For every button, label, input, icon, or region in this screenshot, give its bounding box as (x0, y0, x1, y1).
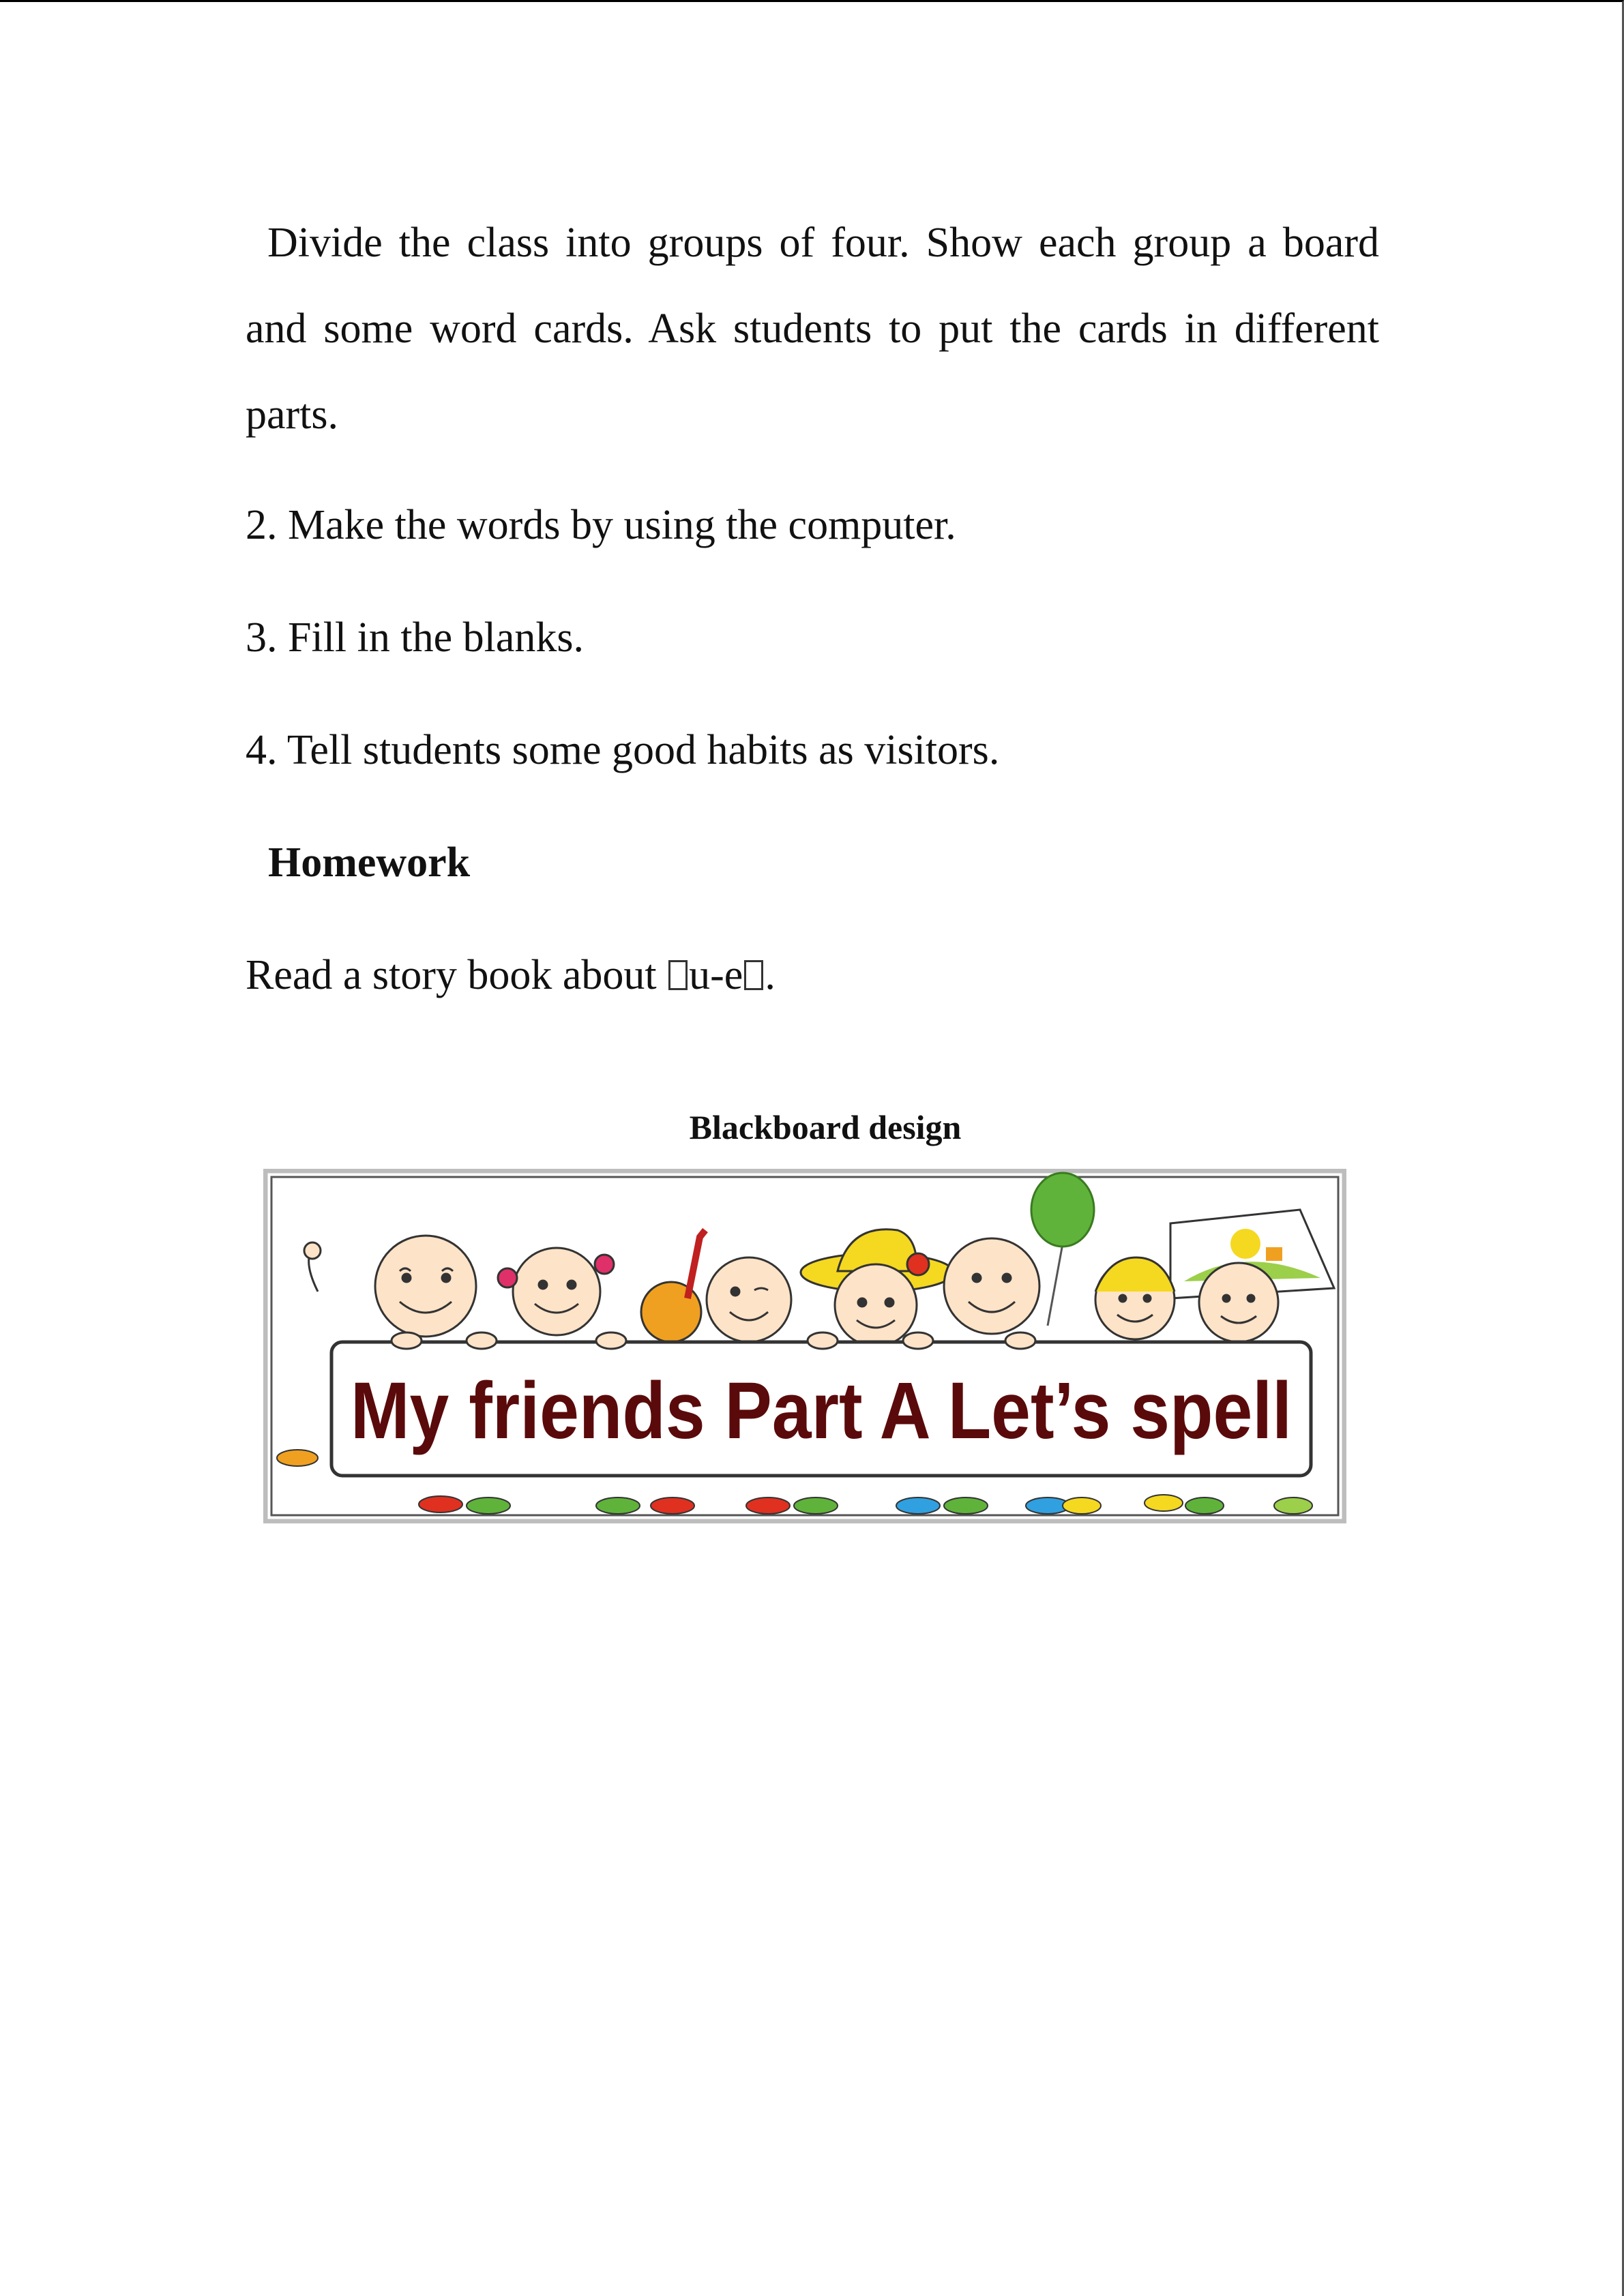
missing-glyph-box (744, 960, 763, 990)
homework-text-suffix: . (765, 952, 776, 998)
missing-glyph-box (668, 960, 688, 990)
step-2-text: 2. Make the words by using the computer. (246, 502, 956, 548)
banner-title-text: My friends Part A Let’s spell (351, 1366, 1292, 1456)
blackboard-caption: Blackboard design (689, 1108, 962, 1146)
blackboard-banner-image (263, 1169, 1346, 1523)
step-4-text: 4. Tell students some good habits as visitors. (246, 727, 1000, 773)
homework-heading: Homework (268, 839, 471, 886)
step-3-text: 3. Fill in the blanks. (246, 614, 584, 661)
homework-text-core: u-e (689, 952, 743, 998)
homework-text-prefix: Read a story book about (246, 952, 668, 998)
homework-text (246, 948, 776, 1002)
intro-paragraph: Divide the class into groups of four. Show each group a board and some word cards. Ask students to put the cards in different parts. (246, 220, 1379, 438)
